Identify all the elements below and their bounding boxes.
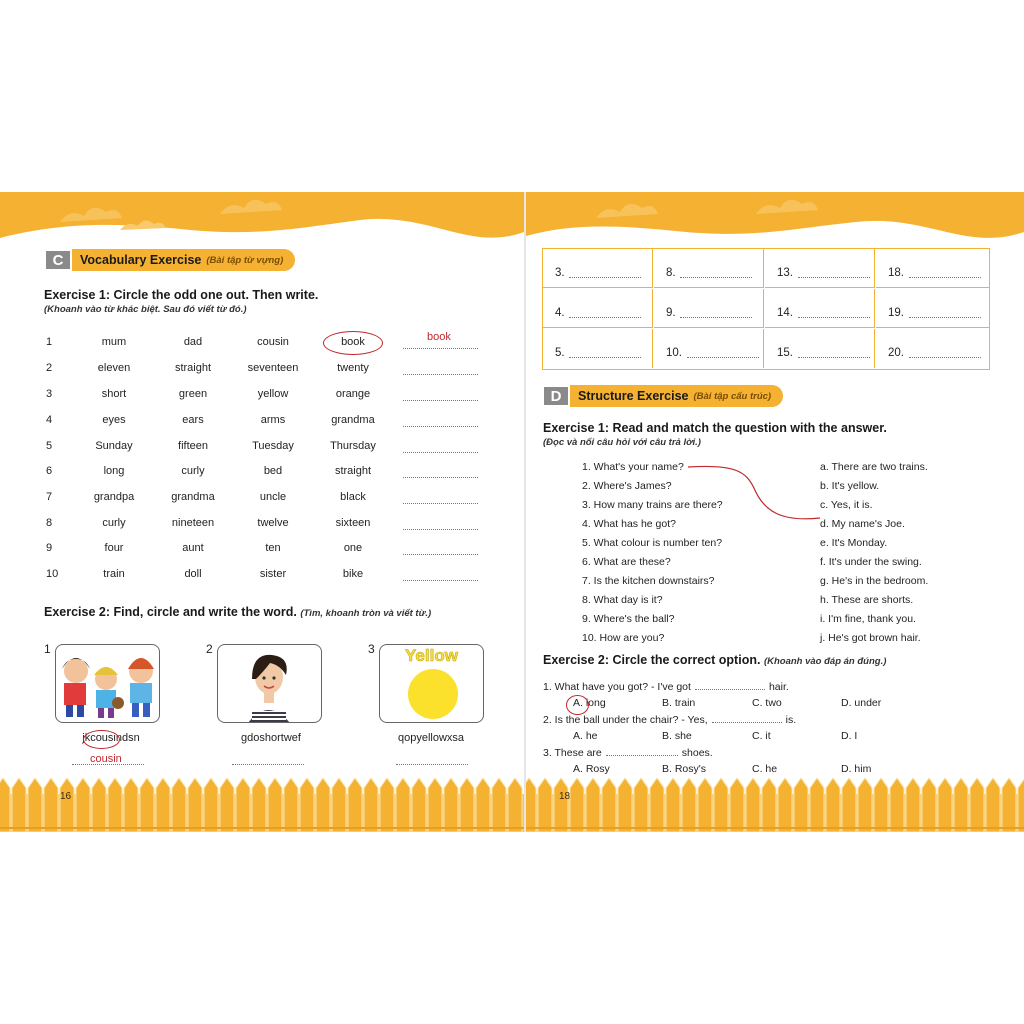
- question-text: shoes.: [681, 747, 713, 759]
- vocab-word[interactable]: four: [104, 542, 124, 554]
- vocab-word[interactable]: black: [340, 491, 366, 503]
- match-question[interactable]: 2. Where's James?: [582, 480, 672, 492]
- match-answer[interactable]: d. My name's Joe.: [820, 518, 905, 530]
- answer-line[interactable]: [403, 331, 478, 349]
- fence-picket: [92, 778, 106, 832]
- fence-picket: [554, 778, 571, 832]
- vocab-word[interactable]: seventeen: [247, 362, 299, 374]
- answer-option[interactable]: B. she: [662, 730, 692, 742]
- yellow-circle-picture: [379, 644, 484, 723]
- fence-picket: [938, 778, 952, 832]
- question-text: 2. Is the ball under the chair? - Yes,: [543, 714, 708, 726]
- match-answer[interactable]: a. There are two trains.: [820, 461, 928, 473]
- fence-picket: [428, 778, 442, 832]
- vocab-word[interactable]: Thursday: [330, 440, 376, 452]
- row-number: 5: [46, 440, 53, 452]
- vocab-word[interactable]: orange: [335, 388, 371, 400]
- fence-picket: [444, 778, 458, 832]
- fence-picket: [730, 778, 744, 832]
- fence-picket: [12, 778, 26, 832]
- fence-picket: [460, 778, 474, 832]
- grid-number: 20.: [888, 347, 904, 359]
- fence-picket: [634, 778, 648, 832]
- answer-blank[interactable]: [606, 754, 678, 756]
- fence-picket: [28, 778, 42, 832]
- fence-picket: [922, 778, 936, 832]
- match-question[interactable]: 4. What has he got?: [582, 518, 676, 530]
- fence-picket: [538, 778, 552, 832]
- answer-line[interactable]: [569, 277, 641, 278]
- right-page: [526, 192, 1024, 832]
- grid-cell: [765, 329, 875, 368]
- section-subtitle: (Bài tập từ vựng): [206, 254, 284, 266]
- match-question[interactable]: 5. What colour is number ten?: [582, 537, 723, 549]
- section-subtitle: (Bài tập cấu trúc): [693, 390, 772, 402]
- answer-line[interactable]: [403, 465, 478, 478]
- fence-picket: [364, 778, 378, 832]
- match-question[interactable]: 3. How many trains are there?: [582, 499, 723, 511]
- answer-option[interactable]: A. Rosy: [573, 763, 610, 775]
- exercise1-title: Exercise 1: Read and match the question with the answer.: [543, 421, 887, 435]
- grid-cell: [654, 249, 764, 288]
- grid-cell: [876, 329, 989, 368]
- fence-picket: [316, 778, 330, 832]
- fence-picket: [970, 778, 984, 832]
- vocab-word[interactable]: grandpa: [93, 491, 135, 503]
- answer-line[interactable]: [569, 317, 641, 318]
- answer-option[interactable]: B. Rosy's: [662, 763, 707, 775]
- answer-blank[interactable]: [712, 721, 782, 723]
- answer-line[interactable]: [569, 357, 641, 358]
- row-number: 8: [46, 517, 53, 529]
- row-number: 7: [46, 491, 53, 503]
- vocab-word[interactable]: uncle: [259, 491, 287, 503]
- vocab-word[interactable]: fifteen: [178, 440, 208, 452]
- match-question[interactable]: 1. What's your name?: [582, 461, 684, 473]
- fence-picket: [396, 778, 410, 832]
- mc-question: [543, 747, 713, 759]
- answer-option[interactable]: A. long: [573, 697, 606, 709]
- answer-option[interactable]: D. him: [841, 763, 872, 775]
- answer-line[interactable]: [396, 764, 468, 765]
- vocab-word[interactable]: one: [343, 542, 363, 554]
- answer-option[interactable]: C. it: [752, 730, 771, 742]
- row-number: 6: [46, 465, 53, 477]
- vocab-word[interactable]: sister: [259, 568, 287, 580]
- fence-picket: [682, 778, 696, 832]
- grid-cell: [765, 249, 875, 288]
- vocab-word[interactable]: nineteen: [171, 517, 215, 529]
- fence-picket: [810, 778, 824, 832]
- exercise1-subtitle: (Khoanh vào từ khác biệt. Sau đó viết từ đó.): [44, 304, 247, 315]
- answer-line[interactable]: [687, 357, 759, 358]
- grid-number: 19.: [888, 307, 904, 319]
- fence-picket: [492, 778, 506, 832]
- picket-fence: [0, 774, 524, 832]
- exercise2-title: [44, 605, 431, 619]
- answer-line[interactable]: [403, 414, 478, 427]
- fence-picket: [906, 778, 920, 832]
- vocab-word[interactable]: ears: [182, 414, 204, 426]
- fence-picket: [874, 778, 888, 832]
- fence-picket: [380, 778, 394, 832]
- vocab-word[interactable]: straight: [334, 465, 372, 477]
- question-text: is.: [785, 714, 797, 726]
- picket-fence: [526, 774, 1024, 832]
- answer-line[interactable]: [680, 317, 752, 318]
- row-number: 9: [46, 542, 53, 554]
- answer-line[interactable]: [403, 440, 478, 453]
- fence-picket: [188, 778, 202, 832]
- row-number: 10: [46, 568, 59, 580]
- grid-cell: [543, 329, 653, 368]
- section-c-tag: [44, 249, 295, 271]
- exercise1-subtitle: (Đọc và nối câu hỏi với câu trả lời.): [543, 437, 701, 448]
- vocab-row: [40, 331, 490, 356]
- match-answer[interactable]: j. He's got brown hair.: [820, 632, 921, 644]
- vocab-word[interactable]: arms: [260, 414, 286, 426]
- vocab-word[interactable]: curly: [181, 465, 205, 477]
- exercise2-subtitle: (Tìm, khoanh tròn và viết từ.): [300, 608, 432, 619]
- option-circle-mark: [566, 695, 589, 715]
- match-answer[interactable]: c. Yes, it is.: [820, 499, 873, 511]
- row-number: 2: [46, 362, 53, 374]
- vocab-word[interactable]: bike: [342, 568, 364, 580]
- fence-picket: [954, 778, 968, 832]
- match-question[interactable]: 10. How are you?: [582, 632, 665, 644]
- fence-picket: [714, 778, 728, 832]
- vocab-word[interactable]: ten: [265, 542, 281, 554]
- numbered-answer-grid: [542, 248, 990, 370]
- mc-question: [543, 681, 789, 693]
- answer-option[interactable]: A. he: [573, 730, 598, 742]
- section-title: Vocabulary Exercise: [80, 253, 202, 267]
- answer-line[interactable]: [403, 517, 478, 530]
- vocab-word[interactable]: grandma: [171, 491, 215, 503]
- answer-line[interactable]: [403, 542, 478, 555]
- fence-picket: [476, 778, 490, 832]
- vocab-word[interactable]: sixteen: [335, 517, 371, 529]
- answer-option[interactable]: D. under: [841, 697, 882, 709]
- image-text: Yellow: [405, 646, 458, 665]
- left-page: [0, 192, 524, 832]
- fence-picket: [842, 778, 856, 832]
- row-number: 3: [46, 388, 53, 400]
- exercise2-title-text: Exercise 2: Circle the correct option.: [543, 653, 761, 667]
- kids-picture: [55, 644, 160, 723]
- fence-picket: [602, 778, 616, 832]
- vocab-row: [40, 362, 490, 382]
- vocab-row: [40, 440, 490, 460]
- grid-number: 9.: [666, 307, 676, 319]
- answer-line[interactable]: [798, 357, 870, 358]
- woman-short-hair-picture: [217, 644, 322, 723]
- answer-option[interactable]: C. he: [752, 763, 778, 775]
- section-title: Structure Exercise: [578, 389, 689, 403]
- match-answer[interactable]: f. It's under the swing.: [820, 556, 922, 568]
- answer-line[interactable]: [403, 568, 478, 581]
- vocab-word[interactable]: book: [341, 336, 365, 348]
- fence-picket: [698, 778, 712, 832]
- match-question[interactable]: 9. Where's the ball?: [582, 613, 675, 625]
- match-question[interactable]: 6. What are these?: [582, 556, 671, 568]
- match-question[interactable]: 8. What day is it?: [582, 594, 663, 606]
- vocab-word[interactable]: short: [101, 388, 127, 400]
- answer-line[interactable]: [232, 764, 304, 765]
- exercise1-title: Exercise 1: Circle the odd one out. Then write.: [44, 288, 319, 302]
- answer-circle-mark: [323, 331, 383, 355]
- answer-line[interactable]: [798, 317, 870, 318]
- vocab-word[interactable]: eyes: [102, 414, 126, 426]
- grid-cell: [543, 289, 653, 328]
- vocab-word[interactable]: green: [178, 388, 208, 400]
- exercise2-subtitle: (Khoanh vào đáp án đúng.): [763, 656, 887, 667]
- vocab-word[interactable]: grandma: [331, 414, 375, 426]
- fence-picket: [858, 778, 872, 832]
- written-answer: book: [427, 331, 451, 343]
- match-answer[interactable]: e. It's Monday.: [820, 537, 888, 549]
- grid-number: 15.: [777, 347, 793, 359]
- word-circle-mark: [83, 730, 120, 749]
- vocab-word[interactable]: cousin: [257, 336, 289, 348]
- vocab-word[interactable]: aunt: [182, 542, 204, 554]
- vocab-word[interactable]: yellow: [257, 388, 289, 400]
- grid-number: 10.: [666, 347, 682, 359]
- yellow-circle-icon: [408, 669, 458, 719]
- vocab-word[interactable]: dad: [183, 336, 203, 348]
- grid-number: 18.: [888, 267, 904, 279]
- fence-picket: [1002, 778, 1016, 832]
- answer-line[interactable]: [403, 362, 478, 375]
- match-question[interactable]: 7. Is the kitchen downstairs?: [582, 575, 715, 587]
- answer-option[interactable]: C. two: [752, 697, 782, 709]
- question-text: 1. What have you got? - I've got: [543, 681, 691, 693]
- fence-picket: [204, 778, 218, 832]
- fence-picket: [268, 778, 282, 832]
- question-text: 3. These are: [543, 747, 602, 759]
- fence-picket: [44, 778, 58, 832]
- section-letter: C: [44, 249, 72, 271]
- vocab-word[interactable]: Sunday: [95, 440, 133, 452]
- mc-question: [543, 714, 796, 726]
- fence-picket: [300, 778, 314, 832]
- grid-number: 13.: [777, 267, 793, 279]
- vocab-word[interactable]: curly: [102, 517, 126, 529]
- fence-picket: [60, 778, 74, 832]
- grid-cell: [654, 329, 764, 368]
- fence-picket: [252, 778, 266, 832]
- picture-number: 3: [368, 642, 375, 656]
- grid-cell: [876, 249, 989, 288]
- vocab-word[interactable]: straight: [174, 362, 212, 374]
- fence-picket: [332, 778, 346, 832]
- letter-string: qopyellowxsa: [397, 732, 465, 744]
- match-line-mark: [686, 460, 826, 530]
- fence-picket: [778, 778, 792, 832]
- vocab-word[interactable]: twelve: [257, 517, 289, 529]
- vocab-word[interactable]: bed: [263, 465, 283, 477]
- fence-picket: [0, 778, 10, 832]
- letter-string: gdoshortwef: [241, 732, 301, 744]
- picture-number: 1: [44, 642, 51, 656]
- answer-line[interactable]: [909, 357, 981, 358]
- answer-blank[interactable]: [695, 688, 765, 690]
- page-number: 18: [559, 791, 571, 802]
- fence-picket: [570, 778, 584, 832]
- match-answer[interactable]: i. I'm fine, thank you.: [820, 613, 916, 625]
- picture-number: 2: [206, 642, 213, 656]
- vocab-row: [40, 542, 490, 562]
- exercise2-title: [543, 653, 886, 667]
- grid-cell: [876, 289, 989, 328]
- fence-picket: [586, 778, 600, 832]
- fence-picket: [156, 778, 170, 832]
- exercise2-title-text: Exercise 2: Find, circle and write the word.: [44, 605, 297, 619]
- question-text: hair.: [768, 681, 789, 693]
- written-answer: cousin: [90, 753, 122, 765]
- fence-picket: [220, 778, 234, 832]
- vocab-row: [40, 517, 490, 537]
- grid-number: 4.: [555, 307, 565, 319]
- answer-option[interactable]: D. I: [841, 730, 858, 742]
- fence-picket: [746, 778, 760, 832]
- fence-picket: [348, 778, 362, 832]
- workbook-spread: [0, 192, 1024, 832]
- page-number: 16: [60, 791, 72, 802]
- fence-picket: [650, 778, 664, 832]
- fence-picket: [412, 778, 426, 832]
- answer-option[interactable]: B. train: [662, 697, 696, 709]
- grid-number: 3.: [555, 267, 565, 279]
- fence-picket: [794, 778, 808, 832]
- match-answer[interactable]: g. He's in the bedroom.: [820, 575, 929, 587]
- fence-picket: [618, 778, 632, 832]
- vocab-row: [40, 491, 490, 511]
- vocab-row: [40, 568, 490, 588]
- fence-picket: [108, 778, 122, 832]
- grid-number: 5.: [555, 347, 565, 359]
- vocab-row: [40, 414, 490, 434]
- grid-cell: [654, 289, 764, 328]
- answer-line[interactable]: [403, 388, 478, 401]
- vocab-word[interactable]: twenty: [337, 362, 369, 374]
- fence-picket: [76, 778, 90, 832]
- answer-line[interactable]: [680, 277, 752, 278]
- row-number: 1: [46, 336, 53, 348]
- grid-number: 8.: [666, 267, 676, 279]
- fence-picket: [284, 778, 298, 832]
- vocab-word[interactable]: mum: [101, 336, 127, 348]
- section-letter: D: [542, 385, 570, 407]
- letter-string: jkcousindsn: [82, 732, 140, 744]
- match-answer[interactable]: h. These are shorts.: [820, 594, 914, 606]
- fence-picket: [172, 778, 186, 832]
- vocab-word[interactable]: train: [103, 568, 125, 580]
- match-answer[interactable]: b. It's yellow.: [820, 480, 880, 492]
- grid-cell: [765, 289, 875, 328]
- fence-picket: [826, 778, 840, 832]
- answer-line[interactable]: [403, 491, 478, 504]
- fence-picket: [140, 778, 154, 832]
- vocab-word[interactable]: eleven: [97, 362, 131, 374]
- fence-picket: [526, 778, 536, 832]
- fence-picket: [508, 778, 522, 832]
- answer-line[interactable]: [909, 277, 981, 278]
- fence-picket: [762, 778, 776, 832]
- vocab-word[interactable]: Tuesday: [252, 440, 294, 452]
- vocab-word[interactable]: long: [103, 465, 125, 477]
- vocab-word[interactable]: doll: [184, 568, 202, 580]
- fence-picket: [124, 778, 138, 832]
- grid-number: 14.: [777, 307, 793, 319]
- vocab-row: [40, 465, 490, 485]
- fence-picket: [1018, 778, 1024, 832]
- answer-line[interactable]: [798, 277, 870, 278]
- section-d-tag: [542, 385, 783, 407]
- row-number: 4: [46, 414, 53, 426]
- fence-picket: [890, 778, 904, 832]
- grid-cell: [543, 249, 653, 288]
- vocab-row: [40, 388, 490, 408]
- fence-picket: [986, 778, 1000, 832]
- fence-picket: [236, 778, 250, 832]
- answer-line[interactable]: [909, 317, 981, 318]
- fence-picket: [666, 778, 680, 832]
